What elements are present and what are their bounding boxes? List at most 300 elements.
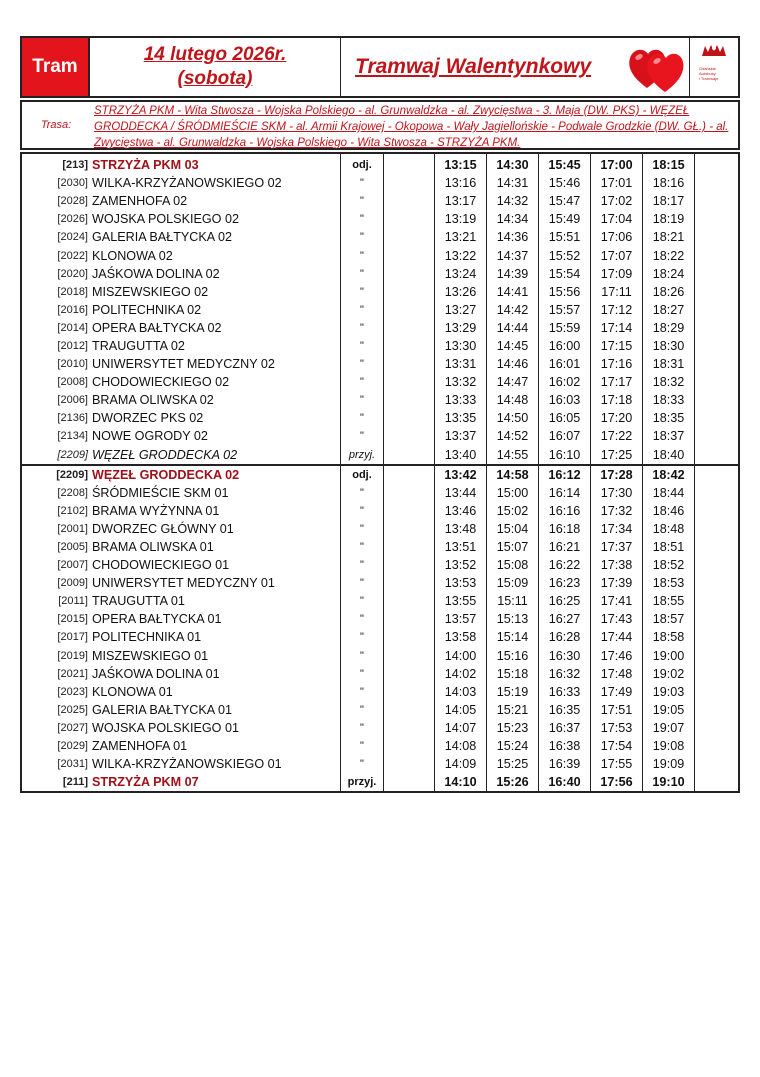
stop-row bbox=[22, 556, 738, 574]
blank-column bbox=[384, 556, 435, 574]
stop-mark: " bbox=[341, 628, 384, 646]
departure-time: 16:25 bbox=[539, 592, 591, 610]
stop-row bbox=[22, 484, 738, 502]
departure-time: 17:02 bbox=[591, 192, 643, 210]
departure-time: 13:16 bbox=[435, 174, 487, 192]
stop-row bbox=[22, 719, 738, 737]
departure-time: 14:45 bbox=[487, 337, 539, 355]
departure-time: 15:08 bbox=[487, 556, 539, 574]
departure-time: 18:55 bbox=[643, 592, 695, 610]
departure-time: 18:42 bbox=[643, 465, 695, 484]
stop-code: [2012] bbox=[57, 339, 88, 352]
stop-mark: " bbox=[341, 228, 384, 246]
departure-time: 16:12 bbox=[539, 465, 591, 484]
departure-time: 17:51 bbox=[591, 701, 643, 719]
departure-time: 18:33 bbox=[643, 391, 695, 409]
stop-row bbox=[22, 502, 738, 520]
departure-time: 18:32 bbox=[643, 373, 695, 391]
blank-column bbox=[695, 210, 739, 228]
departure-time: 13:31 bbox=[435, 355, 487, 373]
stop-code: [2005] bbox=[57, 541, 88, 554]
departure-time: 16:22 bbox=[539, 556, 591, 574]
departure-time: 19:05 bbox=[643, 701, 695, 719]
stop-name: STRZYŻA PKM 03 bbox=[91, 154, 341, 174]
departure-time: 17:06 bbox=[591, 228, 643, 246]
departure-time: 17:15 bbox=[591, 337, 643, 355]
blank-column bbox=[695, 465, 739, 484]
stop-name: BRAMA WYŻYNNA 01 bbox=[91, 502, 341, 520]
stop-mark: " bbox=[341, 337, 384, 355]
date-block bbox=[90, 38, 341, 96]
blank-column bbox=[384, 154, 435, 174]
departure-time: 17:20 bbox=[591, 409, 643, 427]
departure-time: 14:02 bbox=[435, 665, 487, 683]
departure-time: 15:52 bbox=[539, 246, 591, 264]
departure-time: 16:01 bbox=[539, 355, 591, 373]
departure-time: 17:48 bbox=[591, 665, 643, 683]
blank-column bbox=[695, 737, 739, 755]
blank-column bbox=[384, 701, 435, 719]
blank-column bbox=[384, 628, 435, 646]
stop-name: DWORZEC GŁÓWNY 01 bbox=[91, 520, 341, 538]
departure-time: 19:10 bbox=[643, 773, 695, 791]
blank-column bbox=[384, 647, 435, 665]
departure-time: 18:22 bbox=[643, 246, 695, 264]
blank-column bbox=[384, 409, 435, 427]
departure-time: 17:43 bbox=[591, 610, 643, 628]
stop-name: WOJSKA POLSKIEGO 01 bbox=[91, 719, 341, 737]
departure-time: 19:08 bbox=[643, 737, 695, 755]
blank-column bbox=[695, 647, 739, 665]
blank-column bbox=[695, 301, 739, 319]
departure-time: 16:07 bbox=[539, 427, 591, 445]
blank-column bbox=[384, 228, 435, 246]
stop-code: [2018] bbox=[57, 285, 88, 298]
departure-time: 14:48 bbox=[487, 391, 539, 409]
departure-time: 13:44 bbox=[435, 484, 487, 502]
stop-name: JAŚKOWA DOLINA 02 bbox=[91, 265, 341, 283]
departure-time: 16:18 bbox=[539, 520, 591, 538]
stop-name: BRAMA OLIWSKA 01 bbox=[91, 538, 341, 556]
departure-time: 16:33 bbox=[539, 683, 591, 701]
departure-time: 17:18 bbox=[591, 391, 643, 409]
page-title bbox=[341, 38, 690, 96]
stop-name: OPERA BAŁTYCKA 02 bbox=[91, 319, 341, 337]
stop-mark: " bbox=[341, 647, 384, 665]
stop-name: DWORZEC PKS 02 bbox=[91, 409, 341, 427]
stop-name: TRAUGUTTA 02 bbox=[91, 337, 341, 355]
stop-code: [2027] bbox=[57, 721, 88, 734]
departure-time: 16:40 bbox=[539, 773, 591, 791]
stop-mark: " bbox=[341, 373, 384, 391]
departure-time: 15:11 bbox=[487, 592, 539, 610]
title-text: Tramwaj Walentynkowy bbox=[355, 55, 592, 78]
stop-code: [2023] bbox=[57, 685, 88, 698]
blank-column bbox=[384, 520, 435, 538]
departure-time: 15:00 bbox=[487, 484, 539, 502]
blank-column bbox=[695, 665, 739, 683]
departure-time: 15:21 bbox=[487, 701, 539, 719]
header bbox=[20, 36, 740, 98]
stop-row bbox=[22, 246, 738, 264]
blank-column bbox=[695, 719, 739, 737]
departure-time: 15:14 bbox=[487, 628, 539, 646]
departure-time: 15:26 bbox=[487, 773, 539, 791]
departure-time: 18:30 bbox=[643, 337, 695, 355]
blank-column bbox=[695, 246, 739, 264]
blank-column bbox=[695, 174, 739, 192]
blank-column bbox=[384, 538, 435, 556]
stop-mark: " bbox=[341, 409, 384, 427]
departure-time: 18:24 bbox=[643, 265, 695, 283]
stop-mark: " bbox=[341, 484, 384, 502]
departure-time: 13:35 bbox=[435, 409, 487, 427]
departure-time: 13:51 bbox=[435, 538, 487, 556]
departure-time: 17:07 bbox=[591, 246, 643, 264]
stop-row bbox=[22, 301, 738, 319]
blank-column bbox=[695, 520, 739, 538]
departure-time: 17:11 bbox=[591, 283, 643, 301]
stop-row bbox=[22, 174, 738, 192]
departure-time: 18:35 bbox=[643, 409, 695, 427]
stop-code: [2015] bbox=[57, 613, 88, 626]
departure-time: 19:00 bbox=[643, 647, 695, 665]
departure-time: 13:21 bbox=[435, 228, 487, 246]
departure-time: 17:12 bbox=[591, 301, 643, 319]
departure-time: 14:39 bbox=[487, 265, 539, 283]
stop-mark: " bbox=[341, 520, 384, 538]
stop-mark: " bbox=[341, 246, 384, 264]
stop-row bbox=[22, 683, 738, 701]
departure-time: 16:00 bbox=[539, 337, 591, 355]
stop-mark: przyj. bbox=[341, 773, 384, 791]
blank-column bbox=[384, 773, 435, 791]
blank-column bbox=[384, 265, 435, 283]
stop-code: [2022] bbox=[57, 249, 88, 262]
stop-code: [2019] bbox=[57, 649, 88, 662]
departure-time: 16:10 bbox=[539, 446, 591, 465]
route-label: Trasa: bbox=[40, 119, 72, 131]
logo-text: Gdańskie Autobusy i Tramwaje bbox=[699, 66, 719, 81]
stop-mark: " bbox=[341, 701, 384, 719]
departure-time: 16:39 bbox=[539, 755, 591, 773]
departure-time: 17:14 bbox=[591, 319, 643, 337]
stop-name: ŚRÓDMIEŚCIE SKM 01 bbox=[91, 484, 341, 502]
stop-code: [2014] bbox=[57, 321, 88, 334]
blank-column bbox=[695, 319, 739, 337]
departure-time: 16:32 bbox=[539, 665, 591, 683]
departure-time: 14:44 bbox=[487, 319, 539, 337]
stop-row bbox=[22, 520, 738, 538]
stop-row bbox=[22, 773, 738, 791]
departure-time: 16:28 bbox=[539, 628, 591, 646]
departure-time: 14:30 bbox=[487, 154, 539, 174]
departure-time: 13:46 bbox=[435, 502, 487, 520]
stop-name: WILKA-KRZYŻANOWSKIEGO 01 bbox=[91, 755, 341, 773]
departure-time: 14:42 bbox=[487, 301, 539, 319]
departure-time: 16:37 bbox=[539, 719, 591, 737]
stop-code: [2017] bbox=[57, 631, 88, 644]
departure-time: 18:51 bbox=[643, 538, 695, 556]
blank-column bbox=[695, 265, 739, 283]
departure-time: 16:21 bbox=[539, 538, 591, 556]
hearts-icon bbox=[627, 42, 685, 94]
departure-time: 17:55 bbox=[591, 755, 643, 773]
departure-time: 15:47 bbox=[539, 192, 591, 210]
stop-name: ZAMENHOFA 01 bbox=[91, 737, 341, 755]
blank-column bbox=[695, 484, 739, 502]
blank-column bbox=[695, 683, 739, 701]
departure-time: 13:17 bbox=[435, 192, 487, 210]
blank-column bbox=[384, 174, 435, 192]
stop-name: JAŚKOWA DOLINA 01 bbox=[91, 665, 341, 683]
stop-mark: " bbox=[341, 391, 384, 409]
departure-time: 13:32 bbox=[435, 373, 487, 391]
departure-time: 17:28 bbox=[591, 465, 643, 484]
departure-time: 13:30 bbox=[435, 337, 487, 355]
date-line: 14 lutego 2026r. bbox=[143, 44, 287, 65]
departure-time: 13:48 bbox=[435, 520, 487, 538]
stop-row bbox=[22, 192, 738, 210]
stop-row bbox=[22, 427, 738, 445]
stop-name: CHODOWIECKIEGO 01 bbox=[91, 556, 341, 574]
blank-column bbox=[384, 337, 435, 355]
departure-time: 15:13 bbox=[487, 610, 539, 628]
departure-time: 15:02 bbox=[487, 502, 539, 520]
departure-time: 17:38 bbox=[591, 556, 643, 574]
stop-row bbox=[22, 409, 738, 427]
stop-code: [2020] bbox=[57, 267, 88, 280]
stop-code: [2009] bbox=[57, 577, 88, 590]
blank-column bbox=[384, 319, 435, 337]
departure-time: 14:58 bbox=[487, 465, 539, 484]
blank-column bbox=[695, 154, 739, 174]
blank-column bbox=[695, 502, 739, 520]
blank-column bbox=[695, 755, 739, 773]
departure-time: 17:04 bbox=[591, 210, 643, 228]
stop-name: UNIWERSYTET MEDYCZNY 01 bbox=[91, 574, 341, 592]
stop-name: OPERA BAŁTYCKA 01 bbox=[91, 610, 341, 628]
blank-column bbox=[384, 391, 435, 409]
departure-time: 15:16 bbox=[487, 647, 539, 665]
blank-column bbox=[695, 556, 739, 574]
stop-mark: " bbox=[341, 192, 384, 210]
stop-mark: " bbox=[341, 755, 384, 773]
stop-code: [2001] bbox=[57, 522, 88, 535]
departure-time: 13:26 bbox=[435, 283, 487, 301]
departure-time: 13:57 bbox=[435, 610, 487, 628]
blank-column bbox=[695, 701, 739, 719]
departure-time: 17:00 bbox=[591, 154, 643, 174]
blank-column bbox=[384, 574, 435, 592]
blank-column bbox=[384, 446, 435, 465]
lions-crest-icon bbox=[699, 42, 729, 58]
stop-name: WĘZEŁ GRODDECKA 02 bbox=[91, 446, 341, 465]
departure-time: 14:31 bbox=[487, 174, 539, 192]
departure-time: 14:32 bbox=[487, 192, 539, 210]
stop-code: [2008] bbox=[57, 376, 88, 389]
blank-column bbox=[384, 502, 435, 520]
departure-time: 15:09 bbox=[487, 574, 539, 592]
departure-time: 13:42 bbox=[435, 465, 487, 484]
stop-name: ZAMENHOFA 02 bbox=[91, 192, 341, 210]
departure-time: 14:08 bbox=[435, 737, 487, 755]
stop-name: STRZYŻA PKM 07 bbox=[91, 773, 341, 791]
departure-time: 16:03 bbox=[539, 391, 591, 409]
stop-code: [2010] bbox=[57, 358, 88, 371]
stop-mark: " bbox=[341, 174, 384, 192]
stop-mark: " bbox=[341, 556, 384, 574]
stop-code: [2026] bbox=[57, 213, 88, 226]
stop-code: [2028] bbox=[57, 195, 88, 208]
stop-code: [2016] bbox=[57, 303, 88, 316]
stop-row bbox=[22, 538, 738, 556]
stop-mark: " bbox=[341, 502, 384, 520]
departure-time: 15:04 bbox=[487, 520, 539, 538]
departure-time: 15:51 bbox=[539, 228, 591, 246]
stop-mark: " bbox=[341, 538, 384, 556]
stop-name: NOWE OGRODY 02 bbox=[91, 427, 341, 445]
stop-mark: odj. bbox=[341, 154, 384, 174]
departure-time: 13:40 bbox=[435, 446, 487, 465]
blank-column bbox=[384, 592, 435, 610]
stop-name: GALERIA BAŁTYCKA 01 bbox=[91, 701, 341, 719]
stop-row bbox=[22, 628, 738, 646]
departure-time: 16:27 bbox=[539, 610, 591, 628]
blank-column bbox=[695, 446, 739, 465]
departure-time: 13:52 bbox=[435, 556, 487, 574]
stop-row bbox=[22, 228, 738, 246]
departure-time: 14:09 bbox=[435, 755, 487, 773]
stop-name: POLITECHNIKA 02 bbox=[91, 301, 341, 319]
blank-column bbox=[384, 737, 435, 755]
stop-name: GALERIA BAŁTYCKA 02 bbox=[91, 228, 341, 246]
stop-code: [2011] bbox=[58, 595, 88, 608]
departure-time: 15:45 bbox=[539, 154, 591, 174]
departure-time: 13:37 bbox=[435, 427, 487, 445]
stop-row bbox=[22, 737, 738, 755]
departure-time: 13:22 bbox=[435, 246, 487, 264]
departure-time: 15:57 bbox=[539, 301, 591, 319]
stop-name: WILKA-KRZYŻANOWSKIEGO 02 bbox=[91, 174, 341, 192]
stop-code: [2030] bbox=[57, 177, 88, 190]
blank-column bbox=[695, 337, 739, 355]
departure-time: 14:36 bbox=[487, 228, 539, 246]
stop-code: [2102] bbox=[57, 504, 88, 517]
departure-time: 17:56 bbox=[591, 773, 643, 791]
stop-row bbox=[22, 610, 738, 628]
departure-time: 15:07 bbox=[487, 538, 539, 556]
stop-mark: " bbox=[341, 592, 384, 610]
stop-row bbox=[22, 465, 738, 484]
stop-code: [2029] bbox=[57, 740, 88, 753]
stop-name: MISZEWSKIEGO 01 bbox=[91, 647, 341, 665]
blank-column bbox=[695, 538, 739, 556]
stop-row bbox=[22, 647, 738, 665]
departure-time: 17:01 bbox=[591, 174, 643, 192]
stop-mark: " bbox=[341, 427, 384, 445]
stop-mark: " bbox=[341, 737, 384, 755]
stop-row bbox=[22, 355, 738, 373]
blank-column bbox=[384, 355, 435, 373]
departure-time: 17:22 bbox=[591, 427, 643, 445]
blank-column bbox=[695, 427, 739, 445]
blank-column bbox=[384, 246, 435, 264]
stop-row bbox=[22, 319, 738, 337]
stop-code: [2025] bbox=[57, 703, 88, 716]
departure-time: 17:37 bbox=[591, 538, 643, 556]
departure-time: 18:26 bbox=[643, 283, 695, 301]
departure-time: 17:16 bbox=[591, 355, 643, 373]
departure-time: 19:09 bbox=[643, 755, 695, 773]
departure-time: 15:19 bbox=[487, 683, 539, 701]
stop-code: [2006] bbox=[57, 394, 88, 407]
stop-code: [2208] bbox=[57, 486, 88, 499]
stop-name: POLITECHNIKA 01 bbox=[91, 628, 341, 646]
timetable-sheet bbox=[20, 36, 740, 793]
departure-time: 14:00 bbox=[435, 647, 487, 665]
departure-time: 18:29 bbox=[643, 319, 695, 337]
route-description: STRZYŻA PKM - Wita Stwosza - Wojska Polskiego - al. Grunwaldzka - al. Zwycięstwa - 3. Maja (DW. PKS) - WĘZEŁ GRODDECKA / ŚRÓDMIEŚCIE SKM - al. Armii Krajowej - Okopowa - Wały Jagiellońskie - Podwale Grodzkie (DW. GŁ.) - al. Zwycięstwa - al. Grunwaldzka - Wojska Polskiego - Wita Stwosza - STRZYŻA PKM. bbox=[94, 105, 729, 149]
departure-time: 15:49 bbox=[539, 210, 591, 228]
departure-time: 18:52 bbox=[643, 556, 695, 574]
departure-time: 15:23 bbox=[487, 719, 539, 737]
departure-time: 18:57 bbox=[643, 610, 695, 628]
departure-time: 15:18 bbox=[487, 665, 539, 683]
stop-mark: " bbox=[341, 319, 384, 337]
weekday-line: (sobota) bbox=[177, 68, 253, 89]
stop-name: MISZEWSKIEGO 02 bbox=[91, 283, 341, 301]
blank-column bbox=[695, 228, 739, 246]
departure-time: 15:56 bbox=[539, 283, 591, 301]
departure-time: 17:34 bbox=[591, 520, 643, 538]
departure-time: 16:35 bbox=[539, 701, 591, 719]
stop-row bbox=[22, 265, 738, 283]
stop-code: [2209] bbox=[22, 465, 91, 484]
stop-row bbox=[22, 154, 738, 174]
departure-time: 18:31 bbox=[643, 355, 695, 373]
departure-time: 19:02 bbox=[643, 665, 695, 683]
stop-row bbox=[22, 446, 738, 465]
mode-badge: Tram bbox=[22, 38, 90, 96]
departure-time: 14:34 bbox=[487, 210, 539, 228]
route-section bbox=[20, 100, 740, 150]
departure-time: 17:44 bbox=[591, 628, 643, 646]
stop-mark: " bbox=[341, 719, 384, 737]
departure-time: 18:15 bbox=[643, 154, 695, 174]
stop-row bbox=[22, 283, 738, 301]
departure-time: 16:02 bbox=[539, 373, 591, 391]
departure-time: 15:25 bbox=[487, 755, 539, 773]
departure-time: 18:19 bbox=[643, 210, 695, 228]
departure-time: 16:30 bbox=[539, 647, 591, 665]
departure-time: 13:19 bbox=[435, 210, 487, 228]
departure-time: 18:58 bbox=[643, 628, 695, 646]
blank-column bbox=[695, 592, 739, 610]
blank-column bbox=[695, 391, 739, 409]
stop-name: BRAMA OLIWSKA 02 bbox=[91, 391, 341, 409]
stop-code: [213] bbox=[62, 159, 88, 172]
departure-time: 17:30 bbox=[591, 484, 643, 502]
stop-name: TRAUGUTTA 01 bbox=[91, 592, 341, 610]
stop-row bbox=[22, 391, 738, 409]
blank-column bbox=[384, 283, 435, 301]
departure-time: 18:48 bbox=[643, 520, 695, 538]
departure-time: 19:07 bbox=[643, 719, 695, 737]
stop-mark: " bbox=[341, 665, 384, 683]
stop-mark: " bbox=[341, 301, 384, 319]
departure-time: 14:50 bbox=[487, 409, 539, 427]
